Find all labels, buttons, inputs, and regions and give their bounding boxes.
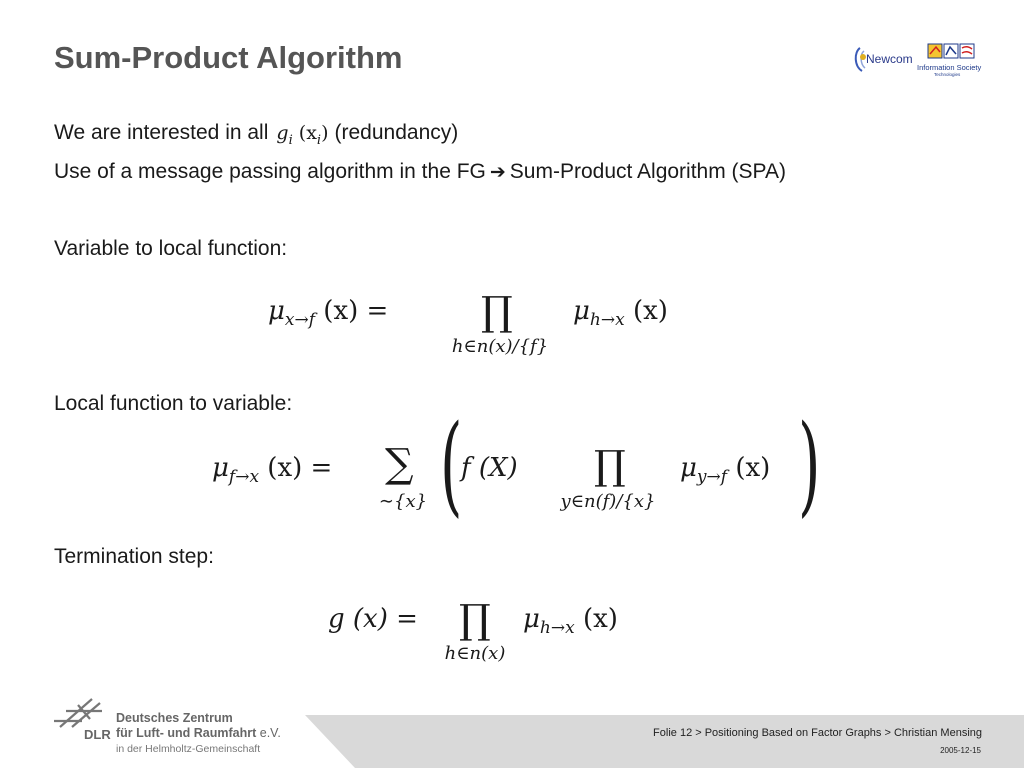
math-subscript: x→f: [284, 310, 316, 331]
math-subscript: y→f: [696, 467, 728, 488]
eq3-product-index: h∈n(x): [444, 643, 506, 664]
footer-breadcrumb: Folie 12 > Positioning Based on Factor Graphs > Christian Mensing: [653, 727, 982, 739]
body-line-mp-suffix: Sum-Product Algorithm (SPA): [509, 160, 786, 183]
math-symbol: μ: [268, 296, 285, 326]
right-paren: ): [798, 403, 821, 530]
right-arrow-icon: ➔: [489, 161, 506, 183]
math-subscript: i: [288, 132, 293, 148]
product-operator: ∏: [594, 443, 626, 489]
dlr-name-line1: Deutsches Zentrum: [116, 711, 233, 725]
math-symbol: μ: [523, 604, 540, 634]
eq3-lhs: g (x) =: [328, 604, 418, 634]
footer-band: [305, 715, 1024, 768]
eq2-sum-index: ∼{x}: [378, 491, 428, 512]
section-label-function-to-variable: Local function to variable:: [54, 392, 293, 415]
body-line-interest-suffix: (redundancy): [334, 121, 459, 144]
dlr-name-line2: [116, 726, 281, 740]
math-symbol: g: [276, 122, 289, 144]
product-operator: ∏: [459, 597, 491, 643]
math-subscript: h→x: [589, 310, 625, 331]
dlr-ev: e.V.: [259, 726, 281, 740]
eq1-product-index: h∈n(x)/{f}: [451, 336, 549, 357]
math-symbol: (x): [735, 453, 771, 483]
ist-logo-text: Information Society: [917, 63, 982, 72]
dlr-name-line3: in der Helmholtz-Gemeinschaft: [116, 743, 261, 755]
math-subscript: i: [316, 132, 322, 148]
eq2-product-index: y∈n(f)/{x}: [560, 491, 656, 512]
dlr-abbreviation: DLR: [84, 727, 111, 742]
math-symbol: (x) =: [267, 453, 333, 483]
math-symbol: μ: [680, 453, 697, 483]
ist-logo-subtext: Technologies: [934, 72, 961, 77]
math-subscript: h→x: [539, 618, 575, 639]
math-symbol: (x): [582, 604, 618, 634]
math-symbol: (x) =: [323, 296, 389, 326]
left-paren: (: [440, 403, 463, 530]
body-line-interest-text: We are interested in all: [54, 121, 269, 144]
math-symbol: ): [321, 122, 329, 144]
newcom-logo-text: Newcom: [866, 52, 913, 66]
section-label-variable-to-function: Variable to local function:: [54, 237, 288, 260]
slide-title: Sum-Product Algorithm: [54, 40, 403, 75]
section-label-termination: Termination step:: [54, 545, 214, 568]
dlr-name-line2-text: für Luft- und Raumfahrt: [116, 726, 257, 740]
eq3-rhs: [523, 606, 618, 637]
math-symbol: μ: [573, 296, 590, 326]
sum-operator: ∑: [385, 441, 414, 487]
eq2-f-of-X: f (X): [461, 453, 518, 483]
footer-date: 2005-12-15: [940, 746, 981, 755]
body-line-mp-text: Use of a message passing algorithm in the FG: [54, 160, 486, 183]
math-symbol: (x): [632, 296, 668, 326]
product-operator: ∏: [481, 289, 513, 335]
math-symbol: (x: [298, 122, 317, 144]
math-subscript: f→x: [228, 467, 260, 488]
math-symbol: μ: [212, 453, 229, 483]
